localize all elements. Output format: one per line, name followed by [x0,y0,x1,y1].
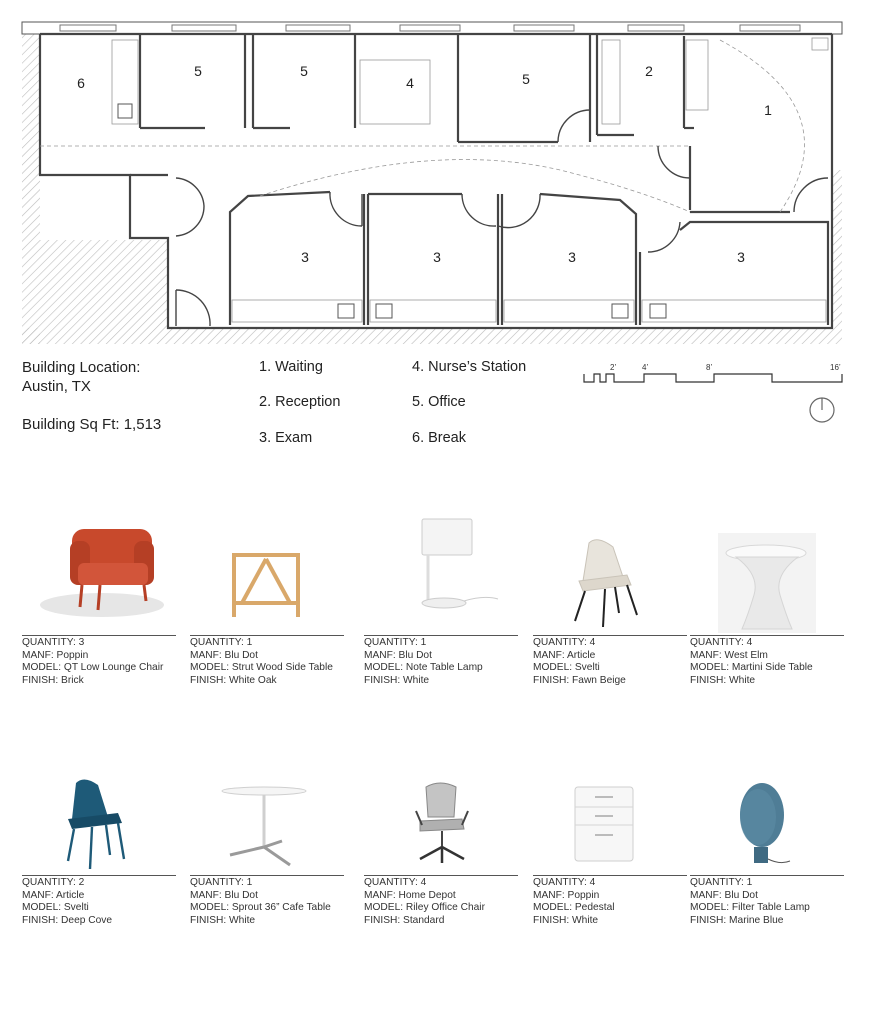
item-quantity: QUANTITY: 1 [190,877,253,888]
legend-reception: 2. Reception [259,394,341,410]
lounge-chair-image [22,515,180,633]
item-model: MODEL: Svelti [533,662,600,674]
item-quantity: QUANTITY: 2 [22,877,85,888]
item-model: MODEL: Pedestal [533,902,615,914]
room-number-label: 3 [433,249,441,265]
scale-label-4: 4’ [642,363,649,372]
room-number-label: 1 [764,102,772,118]
item-model: MODEL: Sprout 36” Cafe Table [190,902,331,914]
pedestal-image [533,755,691,873]
item-rule [533,875,687,876]
room-number-label: 6 [77,75,85,91]
martini-table-image [690,515,848,633]
legend-office: 5. Office [412,394,466,410]
scale-label-16: 16’ [830,363,841,372]
item-quantity: QUANTITY: 4 [533,877,596,888]
item-model: MODEL: Svelti [22,902,89,914]
item-model: MODEL: Strut Wood Side Table [190,662,333,674]
table-lamp-image [364,515,522,633]
building-sqft: Building Sq Ft: 1,513 [22,416,162,433]
scale-bar [580,360,850,430]
room-number-label: 3 [737,249,745,265]
floor-plan [0,0,872,350]
item-finish: FINISH: White [364,674,430,686]
room-number-label: 3 [301,249,309,265]
legend-exam: 3. Exam [259,430,313,446]
item-manufacturer: MANF: Blu Dot [190,889,258,901]
item-finish: FINISH: Deep Cove [22,914,113,926]
room-number-label: 5 [300,63,308,79]
item-model: MODEL: QT Low Lounge Chair [22,662,164,674]
chair-blue-image [22,755,180,873]
item-manufacturer: MANF: Article [22,889,85,901]
building-location-value: Austin, TX [22,378,91,395]
scale-label-8: 8’ [706,363,713,372]
item-rule [533,635,687,636]
item-manufacturer: MANF: Poppin [22,649,89,661]
filter-lamp-image [690,755,848,873]
office-chair-image [364,755,522,873]
item-rule [364,875,518,876]
item-quantity: QUANTITY: 4 [364,877,427,888]
item-rule [690,635,844,636]
cafe-table-image [190,755,348,873]
item-model: MODEL: Note Table Lamp [364,662,483,674]
exterior-hatch-right [832,170,842,328]
scale-label-2: 2’ [610,363,617,372]
room-number-label: 5 [194,63,202,79]
building-location-label: Building Location: [22,359,141,376]
exterior-hatch-corner [40,240,168,328]
item-rule [364,635,518,636]
item-manufacturer: MANF: Poppin [533,889,600,901]
item-quantity: QUANTITY: 1 [190,637,253,648]
sinks [118,104,666,318]
side-table-image [190,515,348,633]
room-number-label: 4 [406,75,414,91]
room-number-label: 3 [568,249,576,265]
exterior-hatch-left [22,34,40,344]
exterior-hatch-bottom [22,328,842,344]
item-manufacturer: MANF: Home Depot [364,889,456,901]
legend-nurses-station: 4. Nurse’s Station [412,359,527,375]
item-finish: FINISH: Marine Blue [690,914,784,926]
item-quantity: QUANTITY: 4 [533,637,596,648]
room-number-label: 2 [645,63,653,79]
item-manufacturer: MANF: Blu Dot [690,889,758,901]
item-model: MODEL: Martini Side Table [690,662,813,674]
item-manufacturer: MANF: Article [533,649,596,661]
item-manufacturer: MANF: Blu Dot [364,649,432,661]
item-rule [190,875,344,876]
room-number-label: 5 [522,71,530,87]
item-quantity: QUANTITY: 4 [690,637,753,648]
item-manufacturer: MANF: West Elm [690,649,768,661]
item-model: MODEL: Filter Table Lamp [690,902,810,914]
item-quantity: QUANTITY: 1 [690,877,753,888]
item-rule [22,635,176,636]
item-finish: FINISH: Standard [364,914,445,926]
item-rule [690,875,844,876]
legend-break: 6. Break [412,430,466,446]
exterior-wall-top [22,22,842,34]
item-rule [190,635,344,636]
item-finish: FINISH: White [190,914,256,926]
item-finish: FINISH: Brick [22,674,84,686]
legend-waiting: 1. Waiting [259,359,323,375]
item-finish: FINISH: White Oak [190,674,277,686]
item-finish: FINISH: White [690,674,756,686]
item-quantity: QUANTITY: 3 [22,637,85,648]
item-rule [22,875,176,876]
chair-beige-image [533,515,691,633]
item-finish: FINISH: Fawn Beige [533,674,626,686]
item-model: MODEL: Riley Office Chair [364,902,485,914]
item-quantity: QUANTITY: 1 [364,637,427,648]
item-manufacturer: MANF: Blu Dot [190,649,258,661]
item-finish: FINISH: White [533,914,599,926]
